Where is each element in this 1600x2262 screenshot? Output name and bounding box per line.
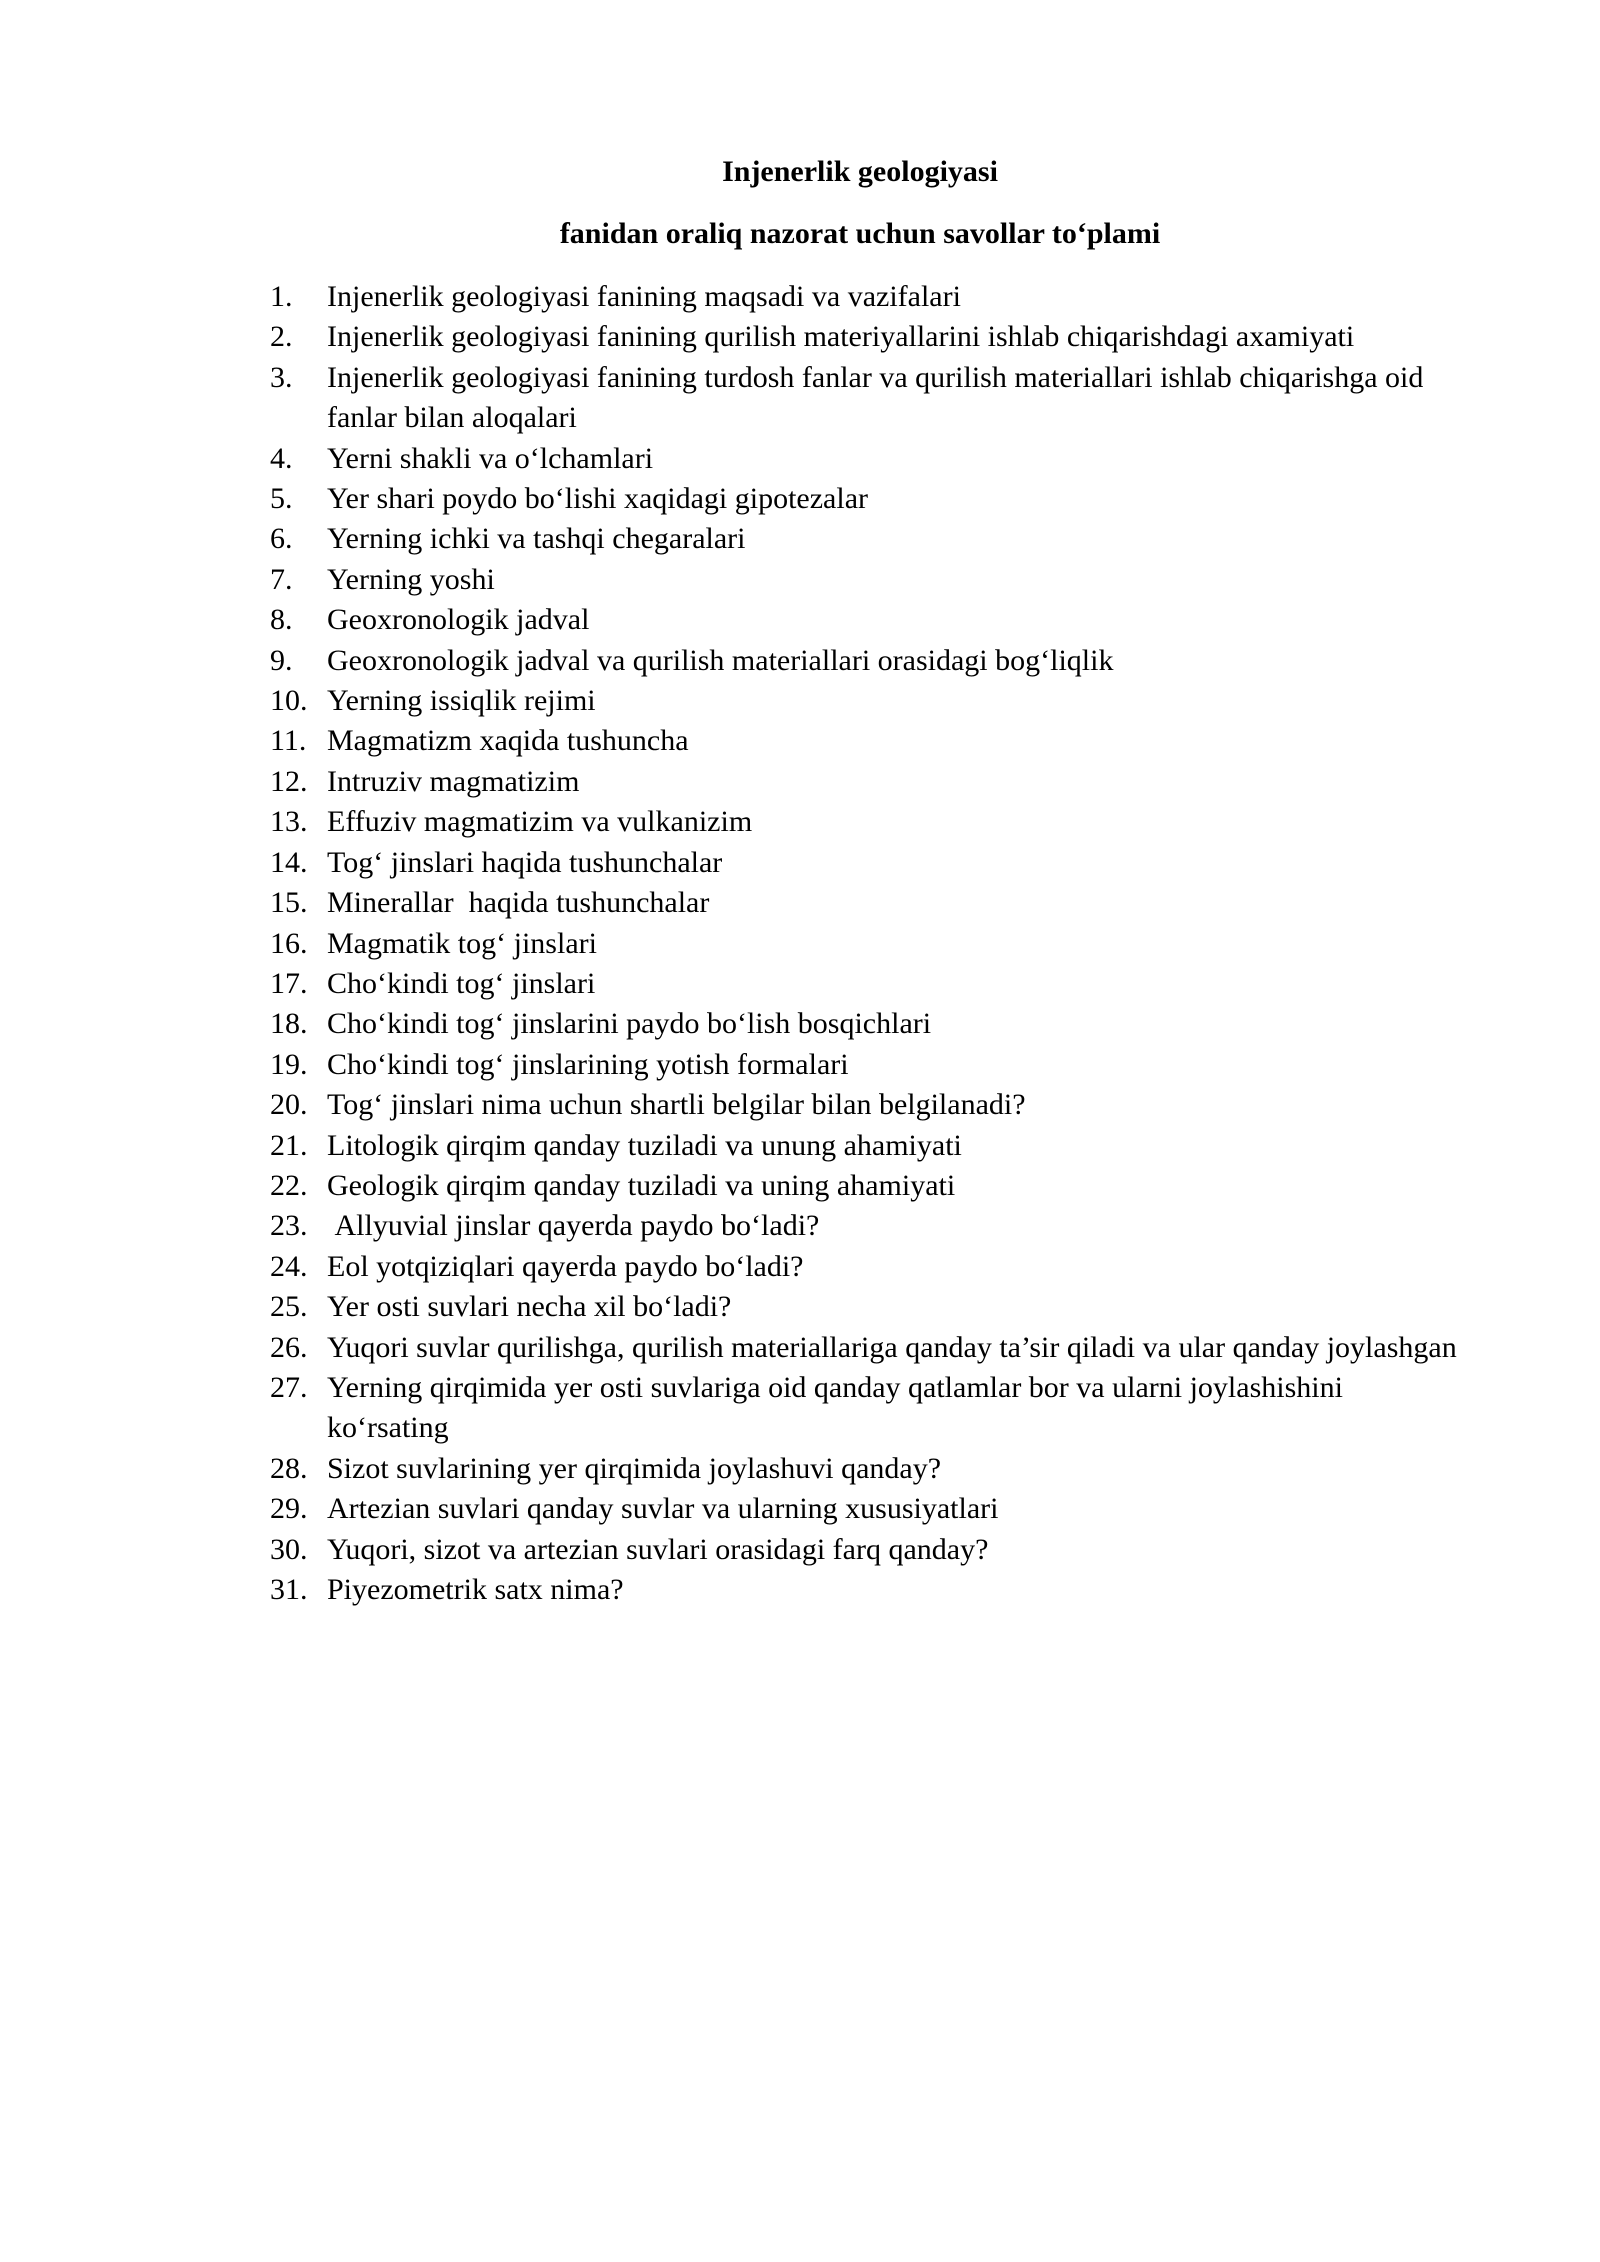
question-item (270, 1287, 1470, 1327)
question-text: Injenerlik geologiyasi fanining qurilish materiyallarini ishlab chiqarishdagi axamiyati (327, 320, 1355, 354)
question-number: 18. (270, 1007, 308, 1041)
question-text: Magmatik tog‘ jinslari (327, 926, 597, 960)
question-number: 30. (270, 1532, 308, 1566)
question-item (270, 1328, 1470, 1368)
question-number: 2. (270, 320, 293, 354)
question-number: 3. (270, 360, 293, 394)
question-number: 5. (270, 482, 293, 516)
question-item (270, 1570, 1470, 1610)
question-text: Allyuvial jinslar qayerda paydo bo‘ladi? (327, 1209, 820, 1243)
question-number: 31. (270, 1573, 308, 1606)
question-text: Effuziv magmatizim va vulkanizim (327, 805, 753, 839)
question-number: 23. (270, 1209, 308, 1243)
question-item (270, 964, 1470, 1004)
question-item (270, 479, 1470, 519)
question-number: 25. (270, 1290, 308, 1324)
document-subtitle: fanidan oraliq nazorat uchun savollar to‘plami (559, 217, 1161, 250)
question-text: Piyezometrik satx nima? (327, 1573, 624, 1606)
question-text: Yuqori, sizot va artezian suvlari orasidagi farq qanday? (327, 1532, 989, 1566)
question-text: Injenerlik geologiyasi fanining maqsadi va vazifalari (327, 280, 961, 313)
question-number: 29. (270, 1492, 308, 1526)
question-item (270, 721, 1470, 761)
question-item (270, 924, 1470, 964)
document-title: Injenerlik geologiyasi (722, 155, 998, 188)
question-text: Cho‘kindi tog‘ jinslari (327, 966, 596, 1000)
question-text: Yer shari poydo bo‘lishi xaqidagi gipotezalar (327, 482, 869, 516)
question-item (270, 1045, 1470, 1085)
question-text: Yuqori suvlar qurilishga, qurilish materiallariga qanday ta’sir qiladi va ular qanday joylashgan (327, 1330, 1457, 1364)
question-item (270, 1530, 1470, 1570)
question-number: 15. (270, 886, 308, 920)
question-text: Yerning qirqimida yer osti suvlariga oid qanday qatlamlar bor va ularni joylashishini ko‘rsating (327, 1370, 1351, 1445)
question-text: Tog‘ jinslari haqida tushunchalar (327, 845, 723, 879)
question-item (270, 560, 1470, 600)
question-text: Injenerlik geologiyasi fanining turdosh fanlar va qurilish materiallari ishlab chiqarishga oid fanlar bilan aloqalari (327, 360, 1431, 435)
question-number: 9. (270, 643, 293, 677)
question-text: Yerni shakli va o‘lchamlari (327, 441, 654, 475)
question-number: 7. (270, 562, 293, 596)
question-text: Cho‘kindi tog‘ jinslarining yotish formalari (327, 1047, 849, 1081)
question-item (270, 1004, 1470, 1044)
question-number: 10. (270, 684, 308, 718)
question-number: 21. (270, 1128, 308, 1162)
question-text: Geoxronologik jadval (327, 603, 590, 637)
question-item (270, 519, 1470, 559)
question-number: 12. (270, 764, 308, 798)
question-text: Yerning issiqlik rejimi (327, 684, 596, 718)
question-text: Yerning ichki va tashqi chegaralari (327, 522, 746, 556)
question-number: 4. (270, 441, 293, 475)
question-item (270, 1166, 1470, 1206)
question-item (270, 843, 1470, 883)
question-number: 22. (270, 1168, 308, 1202)
question-item (270, 358, 1470, 439)
question-number: 11. (270, 724, 307, 758)
question-item (270, 762, 1470, 802)
question-item (270, 1206, 1470, 1246)
question-item (270, 1126, 1470, 1166)
question-item (270, 277, 1470, 317)
question-text: Yer osti suvlari necha xil bo‘ladi? (327, 1290, 732, 1324)
question-text: Eol yotqiziqlari qayerda paydo bo‘ladi? (327, 1249, 804, 1283)
question-number: 13. (270, 805, 308, 839)
question-item (270, 439, 1470, 479)
question-text: Magmatizm xaqida tushuncha (327, 724, 689, 758)
question-text: Cho‘kindi tog‘ jinslarini paydo bo‘lish bosqichlari (327, 1007, 932, 1041)
question-item (270, 600, 1470, 640)
question-number: 28. (270, 1451, 308, 1485)
question-text: Minerallar haqida tushunchalar (327, 886, 710, 920)
question-text: Yerning yoshi (327, 562, 495, 596)
questions-list (270, 277, 1470, 1610)
question-number: 20. (270, 1088, 308, 1122)
question-text: Geoxronologik jadval va qurilish materiallari orasidagi bog‘liqlik (327, 643, 1114, 677)
question-item (270, 802, 1470, 842)
question-number: 16. (270, 926, 308, 960)
question-number: 26. (270, 1330, 308, 1364)
question-item (270, 1247, 1470, 1287)
question-number: 27. (270, 1370, 308, 1404)
question-item (270, 1449, 1470, 1489)
question-item (270, 641, 1470, 681)
question-item (270, 1368, 1470, 1449)
question-text: Tog‘ jinslari nima uchun shartli belgilar bilan belgilanadi? (327, 1088, 1026, 1122)
question-text: Geologik qirqim qanday tuziladi va uning ahamiyati (327, 1168, 956, 1202)
question-item (270, 317, 1470, 357)
question-item (270, 883, 1470, 923)
question-number: 8. (270, 603, 293, 637)
question-item (270, 1085, 1470, 1125)
question-number: 6. (270, 522, 293, 556)
question-number: 19. (270, 1047, 308, 1081)
question-number: 1. (270, 280, 293, 313)
question-item (270, 681, 1470, 721)
question-number: 17. (270, 966, 308, 1000)
question-text: Intruziv magmatizim (327, 764, 580, 798)
question-text: Litologik qirqim qanday tuziladi va unung ahamiyati (327, 1128, 962, 1162)
question-number: 14. (270, 845, 308, 879)
question-text: Artezian suvlari qanday suvlar va ularning xususiyatlari (327, 1492, 999, 1526)
question-number: 24. (270, 1249, 308, 1283)
question-item (270, 1489, 1470, 1529)
question-text: Sizot suvlarining yer qirqimida joylashuvi qanday? (327, 1451, 942, 1485)
